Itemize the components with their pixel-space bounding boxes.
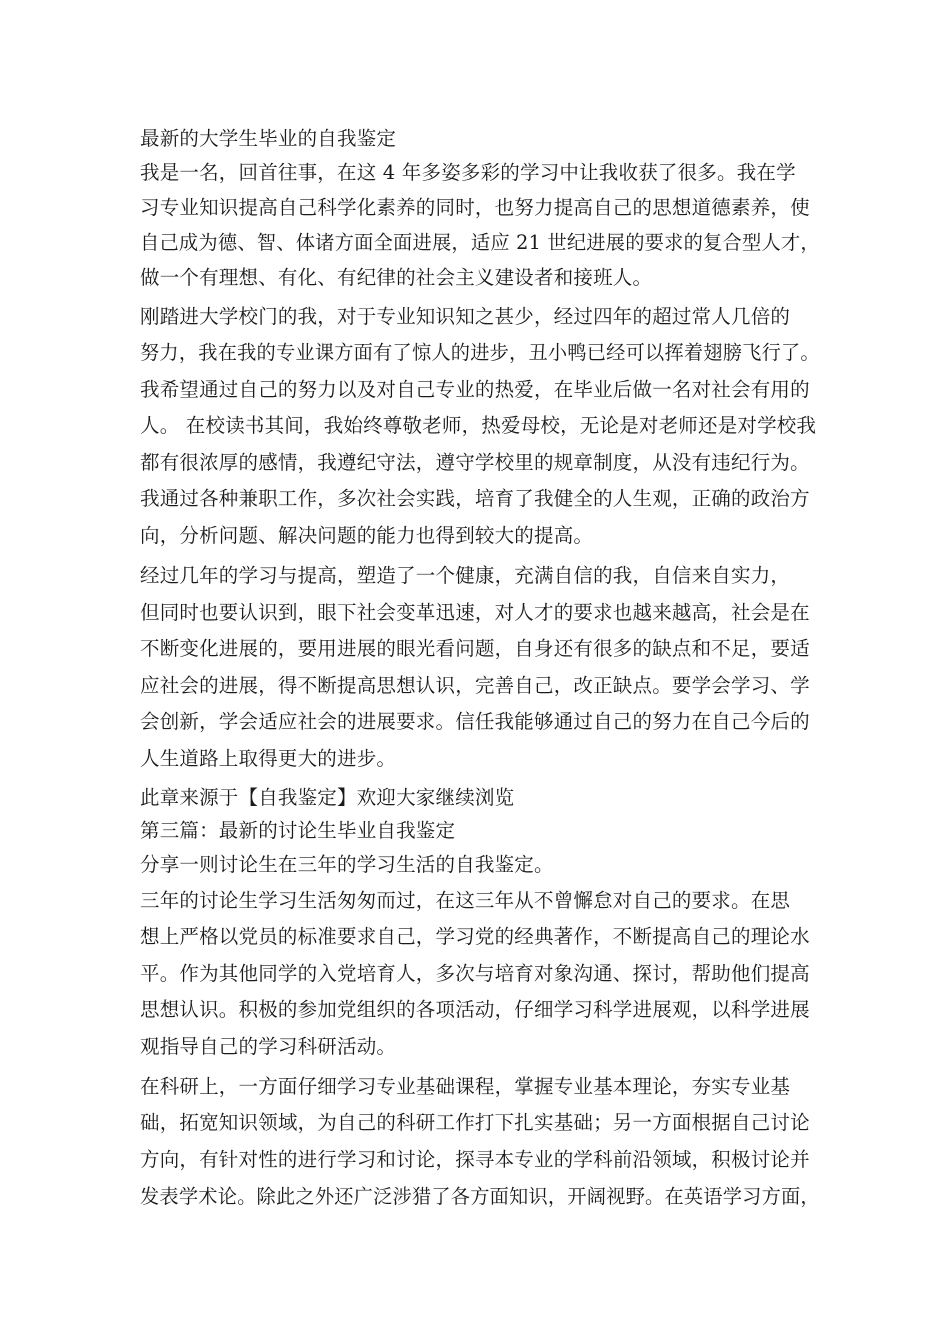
- source-note: 此章来源于【自我鉴定】欢迎大家继续浏览: [140, 786, 515, 809]
- section-heading: 第三篇：最新的讨论生毕业自我鉴定: [140, 819, 456, 842]
- paragraph-line: 方向，有针对性的进行学习和讨论，探寻本专业的学科前沿领域，积极讨论并: [140, 1148, 810, 1171]
- paragraph-line: 但同时也要认识到，眼下社会变革迅速，对人才的要求也越来越高，社会是在: [140, 601, 810, 624]
- paragraph-line: 发表学术论。除此之外还广泛涉猎了各方面知识，开阔视野。在英语学习方面，: [140, 1185, 820, 1208]
- paragraph-line: 我通过各种兼职工作，多次社会实践，培育了我健全的人生观，正确的政治方: [140, 487, 810, 510]
- paragraph-line: 会创新，学会适应社会的进展要求。信任我能够通过自己的努力在自己今后的: [140, 710, 810, 733]
- paragraph-line: 不断变化进展的，要用进展的眼光看问题，自身还有很多的缺点和不足，要适: [140, 637, 810, 660]
- paragraph-line: 分享一则讨论生在三年的学习生活的自我鉴定。: [140, 853, 554, 876]
- paragraph-line: 习专业知识提高自己科学化素养的同时，也努力提高自己的思想道德素养，使: [140, 196, 810, 219]
- paragraph-line: 努力，我在我的专业课方面有了惊人的进步，丑小鸭已经可以挥着翅膀飞行了。: [140, 341, 820, 364]
- paragraph-line: 在科研上，一方面仔细学习专业基础课程，掌握专业基本理论，夯实专业基: [140, 1075, 791, 1098]
- paragraph-line: 我是一名，回首往事，在这 4 年多姿多彩的学习中让我收获了很多。我在学: [140, 161, 796, 184]
- paragraph-line: 自己成为德、智、体诸方面全面进展，适应 21 世纪进展的要求的复合型人才，: [140, 231, 820, 254]
- paragraph-line: 人。 在校读书其间，我始终尊敬老师，热爱母校，无论是对老师还是对学校我: [140, 414, 817, 437]
- paragraph-line: 应社会的进展，得不断提高思想认识，完善自己，改正缺点。要学会学习、学: [140, 674, 810, 697]
- paragraph-line: 想上严格以党员的标准要求自己，学习党的经典著作，不断提高自己的理论水: [140, 925, 810, 948]
- paragraph-line: 经过几年的学习与提高，塑造了一个健康，充满自信的我，自信来自实力，: [140, 564, 791, 587]
- paragraph-line: 人生道路上取得更大的进步。: [140, 747, 397, 770]
- paragraph-line: 三年的讨论生学习生活匆匆而过，在这三年从不曾懈怠对自己的要求。在思: [140, 889, 791, 912]
- paragraph-line: 我希望通过自己的努力以及对自己专业的热爱，在毕业后做一名对社会有用的: [140, 378, 810, 401]
- paragraph-line: 做一个有理想、有化、有纪律的社会主义建设者和接班人。: [140, 266, 653, 289]
- paragraph-line: 向，分析问题、解决问题的能力也得到较大的提高。: [140, 524, 594, 547]
- paragraph-line: 刚踏进大学校门的我，对于专业知识知之甚少，经过四年的超过常人几倍的: [140, 305, 791, 328]
- paragraph-line: 都有很浓厚的感情，我遵纪守法，遵守学校里的规章制度，从没有违纪行为。: [140, 451, 810, 474]
- paragraph-line: 观指导自己的学习科研活动。: [140, 1035, 397, 1058]
- paragraph-line: 平。作为其他同学的入党培育人，多次与培育对象沟通、探讨，帮助他们提高: [140, 962, 810, 985]
- document-title: 最新的大学生毕业的自我鉴定: [140, 127, 397, 150]
- paragraph-line: 思想认识。积极的参加党组织的各项活动，仔细学习科学进展观，以科学进展: [140, 998, 810, 1021]
- paragraph-line: 础，拓宽知识领域，为自己的科研工作打下扎实基础；另一方面根据自己讨论: [140, 1111, 810, 1134]
